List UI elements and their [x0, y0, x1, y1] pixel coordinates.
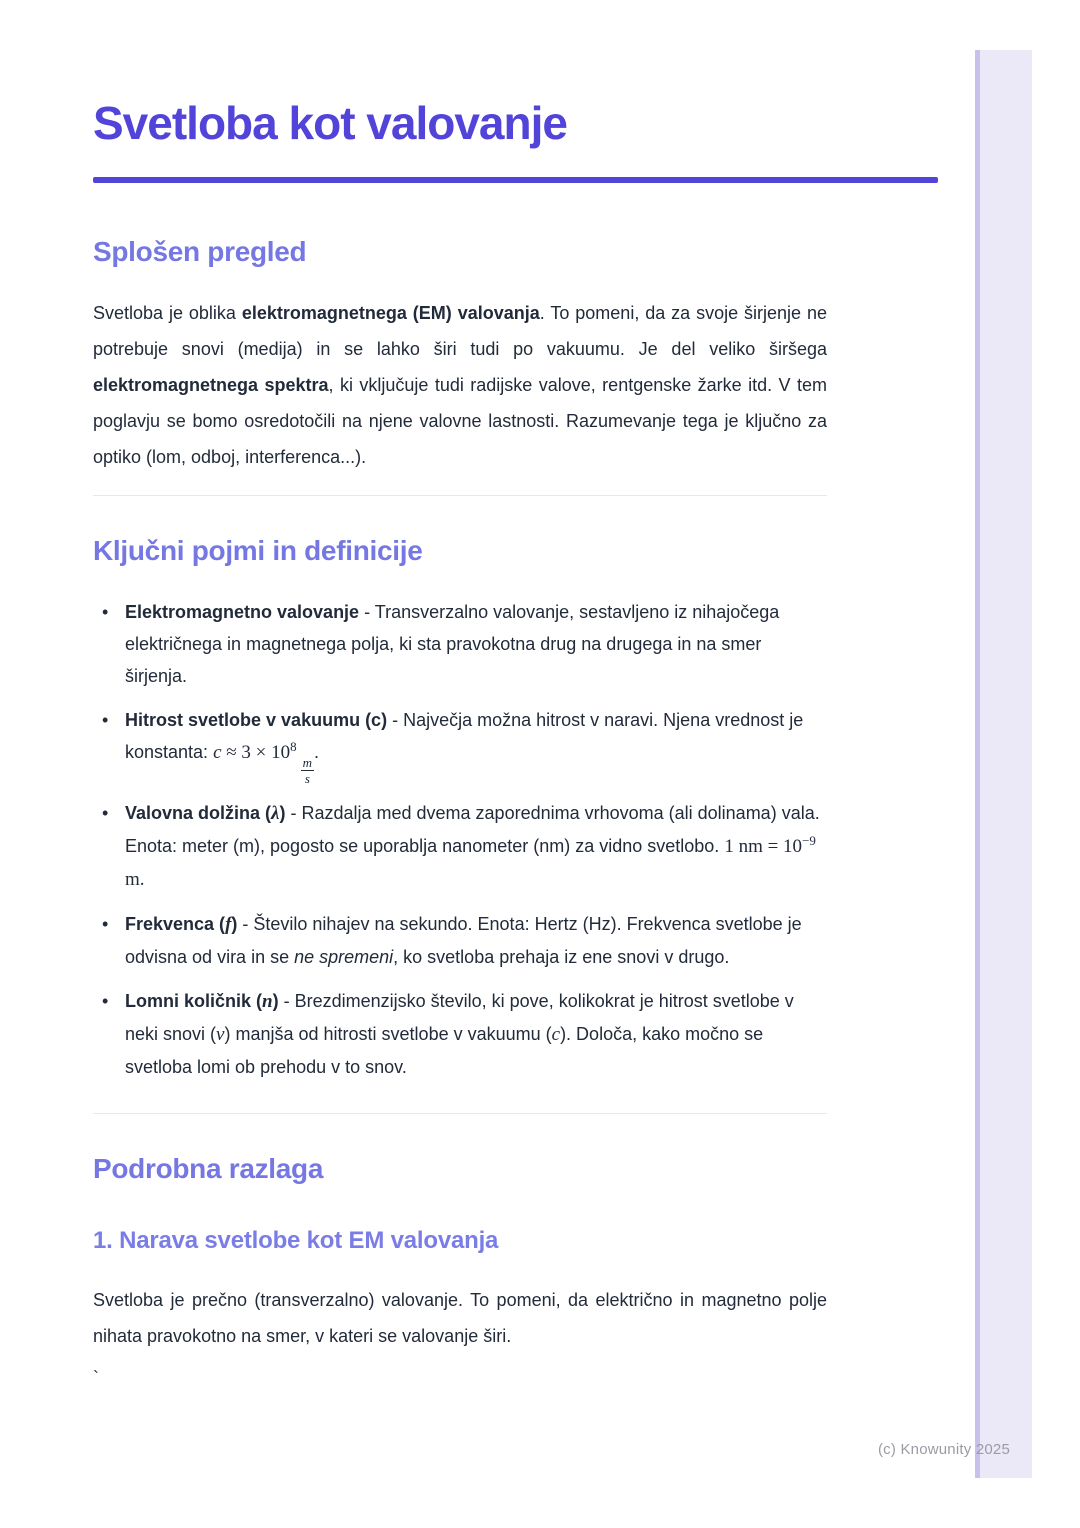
page-edge-decoration — [975, 50, 1032, 1478]
list-item-text: Valovna dolžina (λ) - Razdalja med dvema zaporednima vrhovoma (ali dolinama) vala. Enota: meter (m), pogosto se uporablja nanometer (nm) za vidno svetlobo. 1 nm = $10^{-9}$ m. — [125, 803, 820, 890]
bullet-marker: • — [102, 803, 109, 823]
list-item-text: Hitrost svetlobe v vakuumu (c) - Največja možna hitrost v naravi. Njena vrednost je konstanta: $c \approx 3 \times 10^8$ $\frac{m}{s}$ . — [125, 710, 804, 786]
overview-paragraph: Svetloba je oblika elektromagnetnega (EM) valovanja. To pomeni, da za svoje širjenje ne potrebuje snovi (medija) in se lahko širi tudi po vakuumu. Je del veliko širšega elektromagnetnega spektra, ki vključuje tudi radijske valove, rentgenske žarke itd. V tem poglavju se bomo osredotočili na njene valovne lastnosti. Razumevanje tega je ključno za optiko (lom, odboj, interferenca...). — [93, 303, 828, 467]
key-terms-list — [93, 596, 827, 1083]
section-heading-detailed: Podrobna razlaga — [93, 1153, 324, 1184]
list-item-text: Elektromagnetno valovanje - Transverzalno valovanje, sestavljeno iz nihajočega električnega in magnetnega polja, ki sta pravokotna drug na drugega in na smer širjenja. — [125, 602, 780, 686]
list-item — [93, 704, 827, 785]
bullet-marker: • — [102, 602, 109, 622]
footer-credit: (c) Knowunity 2025 — [877, 1441, 1010, 1458]
bullet-marker: • — [102, 710, 109, 730]
list-item — [93, 797, 827, 896]
subsection-heading-nature-of-light: 1. Narava svetlobe kot EM valovanja — [93, 1227, 499, 1254]
list-item — [93, 596, 827, 692]
section-heading-overview: Splošen pregled — [93, 236, 307, 267]
detailed-paragraph: Svetloba je prečno (transverzalno) valovanje. To pomeni, da električno in magnetno polje nihata pravokotno na smer, v kateri se valovanje širi. — [93, 1290, 827, 1346]
bullet-marker: • — [102, 914, 109, 934]
section-heading-key-terms: Ključni pojmi in definicije — [93, 535, 423, 566]
fraction: $\frac{m}{s}$ — [302, 755, 313, 786]
list-item-text: Frekvenca (f) - Število nihajev na sekundo. Enota: Hertz (Hz). Frekvenca svetlobe je odvisna od vira in se ne spremeni, ko svetloba prehaja iz ene snovi v drugo. — [125, 914, 802, 967]
stray-backtick: ` — [93, 1368, 99, 1388]
list-item-text: Lomni količnik (n) - Brezdimenzijsko število, ki pove, kolikokrat je hitrost svetlobe v neki snovi (v) manjša od hitrosti svetlobe v vakuumu (c). Določa, kako močno se svetloba lomi ob prehodu v to snov. — [125, 991, 794, 1077]
section-divider — [93, 1113, 827, 1114]
list-item — [93, 985, 827, 1083]
list-item — [93, 908, 827, 973]
section-divider — [93, 495, 827, 496]
title-rule — [93, 177, 938, 183]
document-body — [93, 0, 827, 1388]
bullet-marker: • — [102, 991, 109, 1011]
page-title: Svetloba kot valovanje — [93, 97, 567, 149]
